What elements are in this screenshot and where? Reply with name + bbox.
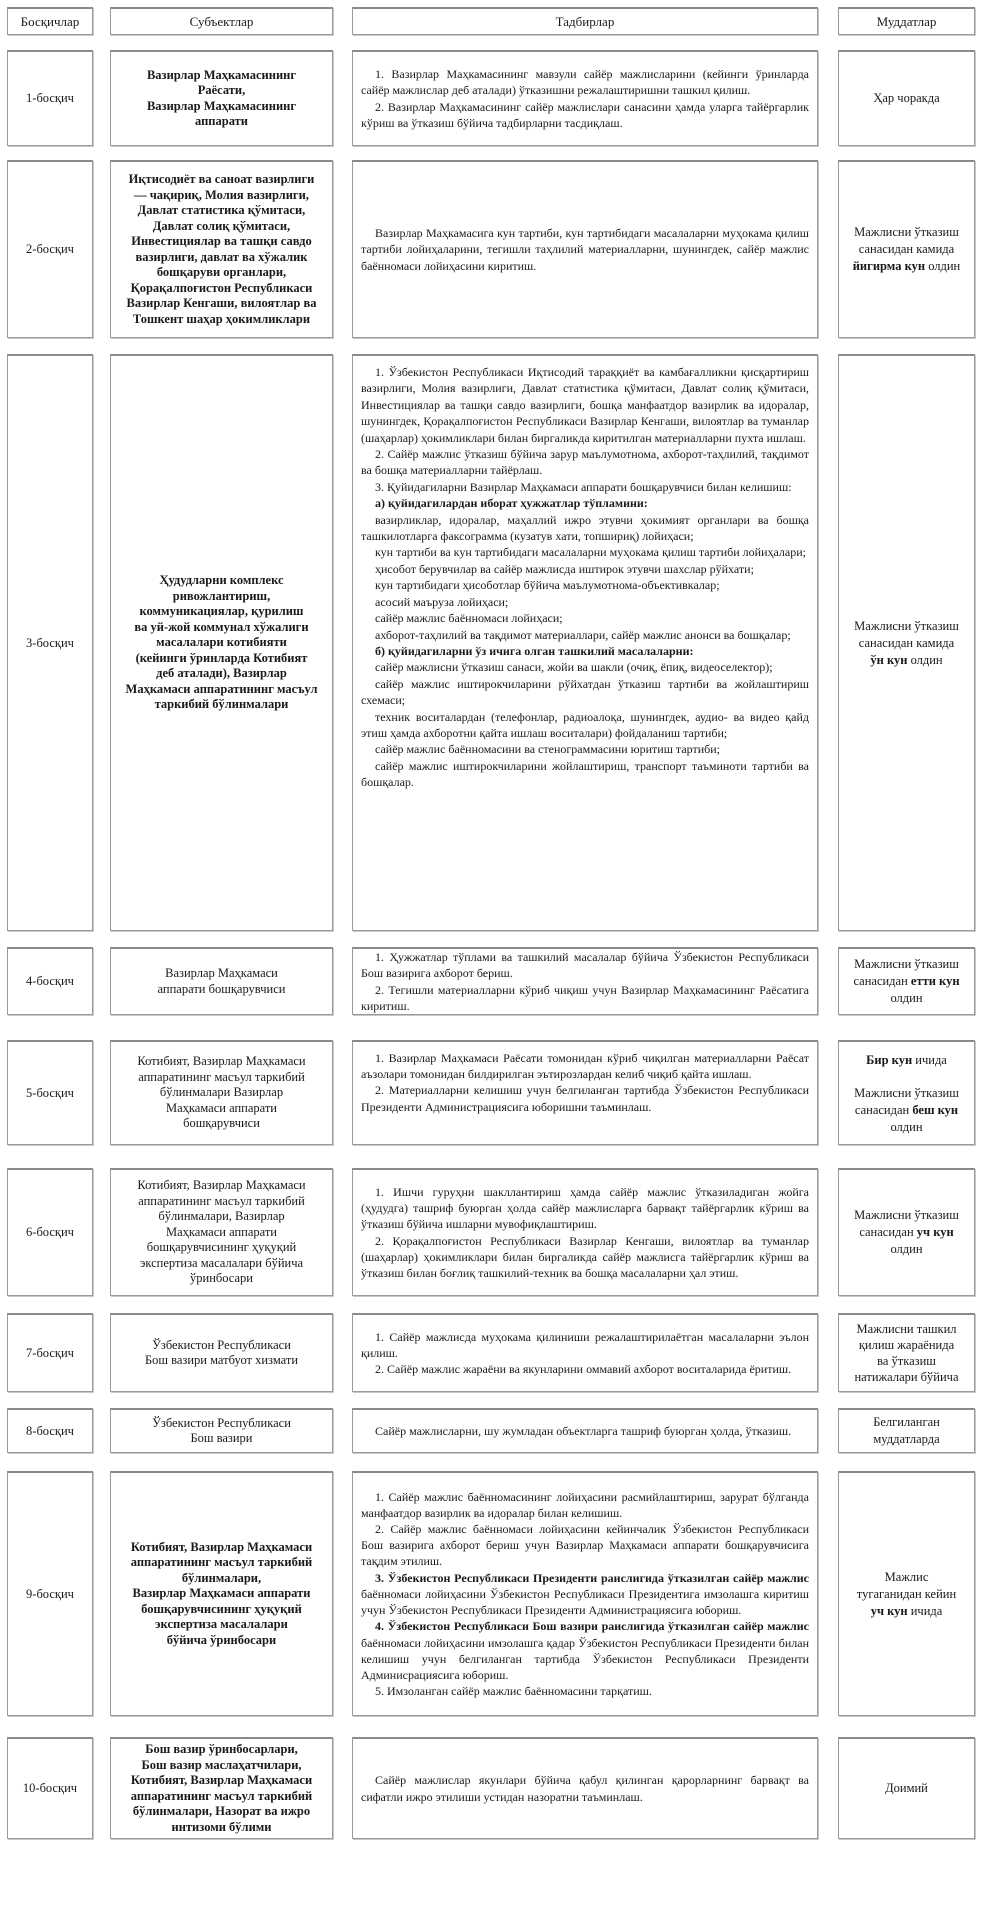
actions-cell bbox=[352, 160, 818, 338]
subject-line: Вазирлар Маҳкамасининг bbox=[146, 98, 297, 113]
action-item: сайёр мажлис иштирокчиларини рўйхатдан ўтказиш тартиби ва жойлаштириш схемаси; bbox=[361, 676, 809, 708]
subject-line: деб аталади), Вазирлар bbox=[156, 666, 287, 681]
deadline-line: санасидан bbox=[854, 1103, 913, 1117]
deadline-line: Мажлис bbox=[884, 1569, 929, 1584]
actions-cell bbox=[352, 1737, 818, 1839]
subjects-cell bbox=[110, 1313, 333, 1392]
subject-line: Ҳудудларни комплекс bbox=[159, 573, 284, 588]
subject-line: Котибият, Вазирлар Маҳкамаси bbox=[130, 1539, 313, 1554]
subject-line: Котибият, Вазирлар Маҳкамаси bbox=[137, 1178, 306, 1193]
subject-line: Вазирлар Маҳкамасининг bbox=[146, 67, 297, 82]
action-item: 2. Сайёр мажлис баённомаси лойиҳасини кейинчалик Ўзбекистон Республикаси Бош вазирига ахборот бериш учун Вазирлар Маҳкамаси аппарати бошқарувчисига тақдим этилиш. bbox=[361, 1522, 809, 1569]
deadline-cell bbox=[838, 1408, 975, 1453]
stage-cell bbox=[7, 947, 93, 1015]
header-subjects bbox=[110, 7, 333, 35]
action-item: кун тартиби ва кун тартибидаги масалаларни муҳокама қилиш тартиби лойиҳалари; bbox=[375, 545, 806, 560]
action-item: сайёр мажлисни ўтказиш санаси, жойи ва шакли (очиқ, ёпиқ, видеоселектор); bbox=[375, 660, 773, 675]
subject-line: Вазирлар Кенгаши, вилоятлар ва bbox=[126, 296, 317, 310]
stage-cell bbox=[7, 1313, 93, 1392]
stage-label: 10-босқич bbox=[22, 1781, 78, 1795]
action-item bbox=[361, 1618, 809, 1683]
action-item: 3. Қуйидагиларни Вазирлар Маҳкамаси аппарати бошқарувчиси билан келишиш: bbox=[375, 479, 792, 494]
deadline-cell bbox=[838, 160, 975, 338]
deadline-cell bbox=[838, 50, 975, 146]
deadline-line: қилиш жараёнида bbox=[858, 1338, 955, 1352]
stage-label: 1-босқич bbox=[26, 91, 74, 105]
action-item: 1. Вазирлар Маҳкамасининг мавзули сайёр мажлисларини (кейинги ўринларда сайёр мажлислар деб аталади) ўтказишни режалаштиришни ташкил қилиш. bbox=[361, 67, 809, 98]
actions-cell bbox=[352, 1408, 818, 1453]
subject-line: ўринбосари bbox=[190, 1271, 253, 1286]
stage-label: 8-босқич bbox=[26, 1423, 74, 1438]
subject-line: бошқарувчисининг ҳуқуқий bbox=[146, 1240, 297, 1255]
subject-line: экспертиза масалалари bbox=[155, 1617, 288, 1632]
action-item: Вазирлар Маҳкамасига кун тартиби, кун тартибидаги масалаларни муҳокама қилиш тартиби лойиҳаларини, тегишли таҳлилий материалларни, шунингдек, сайёр мажлис баённомаси лойиҳасини киритиш. bbox=[361, 226, 809, 273]
action-item: Сайёр мажлислар якунлари бўйича қабул қилинган қарорларнинг барвақт ва сифатли ижро этилиши устидан назоратни таъминлаш. bbox=[361, 1773, 809, 1804]
subject-line: вазирлиги, давлат ва хўжалик bbox=[135, 249, 308, 264]
action-item bbox=[361, 1570, 809, 1619]
deadline-line: натижалари бўйича bbox=[854, 1370, 959, 1384]
stage-cell bbox=[7, 1408, 93, 1453]
subject-line: Давлат солиқ қўмитаси, bbox=[152, 218, 291, 233]
deadline-line: олдин bbox=[890, 991, 923, 1005]
subject-line: аппаратининг масъул таркибий bbox=[138, 1193, 305, 1208]
action-item: 2. Материалларни келишиш учун белгиланган тартибда Ўзбекистон Республикаси Президенти Администрациясига юборишни таъминлаш. bbox=[361, 1083, 809, 1114]
subject-line: аппаратининг масъул таркибий bbox=[138, 1069, 305, 1084]
subjects-cell bbox=[110, 160, 333, 338]
deadline-cell bbox=[838, 1168, 975, 1296]
deadline-emphasis: ўн кун bbox=[870, 652, 908, 667]
action-subheading: а) қуйидагилардан иборат ҳужжатлар тўпламини: bbox=[375, 496, 648, 511]
action-item: кун тартибидаги ҳисоботлар бўйича маълумотнома-объективкалар; bbox=[375, 578, 720, 593]
deadline-line: Мажлисни ўтказиш bbox=[854, 957, 959, 971]
subject-line: бўлинмалари, Назорат ва ижро bbox=[132, 1804, 311, 1818]
action-subheading: б) қуйидагиларни ўз ичига олган ташкилий масалаларни: bbox=[375, 643, 694, 658]
action-item: асосий маъруза лойиҳаси; bbox=[375, 594, 509, 609]
action-item: 1. Ишчи гуруҳни шакллантириш ҳамда сайёр мажлис ўтказиладиган жойга (ҳудудга) ташриф буюрган ҳолда сайёр мажлисларга барвақт тайёргарлик кўриш ва ўтказиш бўйича ишларни мувофиқлаштириш. bbox=[361, 1184, 809, 1232]
subjects-cell bbox=[110, 947, 333, 1015]
stage-cell bbox=[7, 160, 93, 338]
deadline-text: Ҳар чоракда bbox=[873, 91, 940, 105]
header-deadlines-label: Муддатлар bbox=[876, 13, 937, 29]
deadline-line: олдин bbox=[925, 259, 961, 273]
stage-cell bbox=[7, 354, 93, 931]
deadline-cell bbox=[838, 1040, 975, 1145]
subject-line: ва уй-жой коммунал хўжалиги bbox=[134, 619, 309, 634]
action-item: 2. Сайёр мажлис жараёни ва якунларини оммавий ахборот воситаларида ёритиш. bbox=[375, 1362, 792, 1377]
subject-line: (кейинги ўринларда Котибият bbox=[135, 650, 308, 665]
deadline-line: Мажлисни ўтказиш bbox=[854, 1086, 959, 1100]
subjects-cell bbox=[110, 1737, 333, 1839]
subject-line: Инвестициялар ва ташқи савдо bbox=[131, 234, 312, 248]
subject-line: Раёсати, bbox=[197, 83, 246, 97]
stage-cell bbox=[7, 1737, 93, 1839]
action-item: сайёр мажлис баённомаси лойиҳаси; bbox=[375, 611, 563, 626]
action-item: 1. Ўзбекистон Республикаси Иқтисодий тараққиёт ва камбағалликни қисқартириш вазирлиги, Молия вазирлиги, Давлат статистика қўмитаси, Давлат солиқ қўмитаси, Инвестициялар ва ташқи савдо вазирлиги, бошқа манфаатдор вазирлик ва идоралар, шунингдек, Қорақалпоғистон Республикаси Вазирлар Кенгаши, вилоятлар ва туманлар (шаҳарлар) ҳокимликлари билан биргаликда киритилган материалларни пухта ишлаш. bbox=[361, 365, 809, 445]
subject-line: Ўзбекистон Республикаси bbox=[152, 1415, 291, 1430]
actions-cell bbox=[352, 354, 818, 931]
subject-line: Маҳкамаси аппарати bbox=[165, 1224, 278, 1239]
actions-cell bbox=[352, 50, 818, 146]
action-item: 2. Вазирлар Маҳкамасининг сайёр мажлислари санасини ҳамда уларга тайёргарлик кўриш ва ўтказиш бўйича тадбирларни тасдиқлаш. bbox=[361, 99, 809, 130]
deadline-emphasis: Бир кун bbox=[866, 1053, 913, 1067]
subject-line: таркибий бўлинмалари bbox=[154, 697, 289, 712]
subject-line: бўлинмалари Вазирлар bbox=[159, 1085, 284, 1100]
stage-label: 3-босқич bbox=[26, 635, 74, 650]
subject-line: Котибият, Вазирлар Маҳкамаси bbox=[130, 1773, 313, 1787]
subject-line: Бош вазир ўринбосарлари, bbox=[145, 1742, 298, 1756]
subject-line: бошқаруви органлари, bbox=[156, 265, 287, 279]
actions-cell bbox=[352, 947, 818, 1015]
subject-line: Маҳкамаси аппарати bbox=[165, 1100, 278, 1115]
action-item: сайёр мажлис баённомасини ва стенограммасини юритиш тартиби; bbox=[375, 742, 721, 757]
subjects-cell bbox=[110, 1168, 333, 1296]
subject-line: бошқарувчисининг ҳуқуқий bbox=[141, 1601, 302, 1616]
action-item: 5. Имзоланган сайёр мажлис баённомасини тарқатиш. bbox=[375, 1684, 652, 1699]
action-item: 1. Вазирлар Маҳкамаси Раёсати томонидан кўриб чиқилган материалларни Раёсат аъзолари томонидан билдирилган эътирозлардан келиб чиқиб қайта ишлаш. bbox=[361, 1051, 809, 1082]
header-stage-label: Босқичлар bbox=[20, 13, 80, 29]
stage-cell bbox=[7, 1040, 93, 1145]
action-item: 2. Тегишли материалларни кўриб чиқиш учун Вазирлар Маҳкамасининг Раёсатига киритиш. bbox=[361, 982, 809, 1013]
subject-line: ривожлантириш, bbox=[172, 588, 271, 603]
action-item: ахборот-таҳлилий ва тақдимот материаллари, сайёр мажлис анонси ва бошқалар; bbox=[375, 627, 791, 642]
action-item: 1. Ҳужжатлар тўплами ва ташкилий масалалар бўйича Ўзбекистон Республикаси Бош вазирига ахборот бериш. bbox=[361, 950, 809, 981]
deadline-line: Мажлисни ўтказиш bbox=[854, 1208, 959, 1222]
deadline-emphasis: уч кун bbox=[916, 1225, 954, 1239]
deadline-line: олдин bbox=[890, 1242, 923, 1256]
subject-line: Тошкент шаҳар ҳокимликлари bbox=[132, 311, 311, 326]
subject-line: Маҳкамаси аппаратининг масъул bbox=[125, 681, 318, 696]
subject-line: коммуникациялар, қурилиш bbox=[139, 604, 304, 619]
action-item: сайёр мажлис иштирокчиларини жойлаштириш, транспорт таъминоти тартиби ва бошқалар. bbox=[361, 758, 809, 790]
subject-line: экспертиза масалалари бўйича bbox=[139, 1255, 304, 1270]
subjects-cell bbox=[110, 1471, 333, 1716]
header-actions-label: Тадбирлар bbox=[555, 13, 615, 29]
subject-line: бўлинмалари, bbox=[181, 1570, 262, 1585]
action-emphasis: 3. Ўзбекистон Республикаси Президенти раислигида ўтказилган сайёр мажлис bbox=[375, 1570, 809, 1585]
actions-cell bbox=[352, 1168, 818, 1296]
action-text: баённомаси лойиҳасини Ўзбекистон Республикаси Президентига имзолашга киритиш учун Ўзбекистон Республикаси Президенти Администрациясига юбориш. bbox=[361, 1586, 809, 1618]
header-deadlines bbox=[838, 7, 975, 35]
deadline-line: олдин bbox=[890, 1120, 923, 1134]
deadline-cell bbox=[838, 354, 975, 931]
deadline-line: Мажлисни ўтказиш bbox=[854, 225, 959, 239]
deadline-line: Мажлисни ташкил bbox=[856, 1322, 957, 1336]
subjects-cell bbox=[110, 354, 333, 931]
stage-label: 5-босқич bbox=[26, 1085, 74, 1100]
action-item: ҳисобот берувчилар ва сайёр мажлисда иштирок этувчи шахслар рўйхати; bbox=[375, 561, 754, 576]
deadline-cell bbox=[838, 947, 975, 1015]
subjects-cell bbox=[110, 50, 333, 146]
deadline-line: санасидан bbox=[859, 1225, 917, 1239]
action-emphasis: 4. Ўзбекистон Республикаси Бош вазири раислигида ўтказилган сайёр мажлис bbox=[375, 1619, 809, 1634]
deadline-line: санасидан камида bbox=[858, 635, 955, 650]
deadline-cell bbox=[838, 1737, 975, 1839]
action-text: баённомаси лойиҳасини имзолашга қадар Ўзбекистон Республикаси Президенти билан келишиш учун белгиланган тартибда Ўзбекистон Республикаси Президенти Админисрациясига юбориш. bbox=[361, 1635, 809, 1682]
subject-line: Ўзбекистон Республикаси bbox=[152, 1337, 291, 1352]
subject-line: аппаратининг масъул таркибий bbox=[130, 1788, 313, 1803]
stage-label: 2-босқич bbox=[26, 242, 74, 256]
deadline-cell bbox=[838, 1471, 975, 1716]
deadline-line: санасидан bbox=[853, 974, 911, 988]
subject-line: Бош вазири матбуот хизмати bbox=[144, 1353, 299, 1367]
action-item: 1. Сайёр мажлис баённомасининг лойиҳасини расмийлаштириш, зарурат бўлганда манфаатдор вазирлик ва идоралар билан келишиш. bbox=[361, 1489, 809, 1520]
subject-line: Котибият, Вазирлар Маҳкамаси bbox=[137, 1054, 306, 1069]
subject-line: Вазирлар Маҳкамаси аппарати bbox=[132, 1586, 311, 1601]
deadline-emphasis: етти кун bbox=[910, 974, 960, 988]
deadline-cell bbox=[838, 1313, 975, 1392]
action-item: техник воситалардан (телефонлар, радиоалоқа, шунингдек, аудио- ва видео қайд этиш ҳамда ахборотни қайта ишлаш воситалари) фойдаланиш тартиби; bbox=[361, 709, 809, 740]
subjects-cell bbox=[110, 1040, 333, 1145]
deadline-line: санасидан камида bbox=[858, 242, 955, 256]
deadline-line: ва ўтказиш bbox=[877, 1354, 936, 1368]
action-item: вазирликлар, идоралар, маҳаллий ижро этувчи ҳокимият органлари ва бошқа ташкилотларга факсограмма (кузатув хати, топшириқ) лойиҳаси; bbox=[361, 512, 809, 544]
actions-cell bbox=[352, 1313, 818, 1392]
subjects-cell bbox=[110, 1408, 333, 1453]
subject-line: Давлат статистика қўмитаси, bbox=[137, 203, 306, 217]
action-item: 1. Сайёр мажлисда муҳокама қилиниши режалаштирилаётган масалаларни эълон қилиш. bbox=[361, 1329, 809, 1360]
deadline-line: муддатларда bbox=[873, 1432, 940, 1446]
action-item: Сайёр мажлисларни, шу жумладан объектларга ташриф буюрган ҳолда, ўтказиш. bbox=[375, 1423, 792, 1438]
actions-cell bbox=[352, 1471, 818, 1716]
header-subjects-label: Субъектлар bbox=[189, 13, 254, 29]
subject-line: Қорақалпоғистон Республикаси bbox=[130, 280, 313, 295]
subject-line: Вазирлар Маҳкамаси bbox=[165, 966, 278, 980]
stage-label: 4-босқич bbox=[26, 974, 74, 988]
deadline-emphasis: йигирма кун bbox=[852, 259, 926, 273]
deadline-text: Доимий bbox=[885, 1781, 928, 1795]
subject-line: бўлинмалари, Вазирлар bbox=[158, 1209, 285, 1224]
deadline-line: Белгиланган bbox=[873, 1415, 940, 1429]
deadline-line: ичида bbox=[912, 1053, 947, 1067]
subject-line: Иқтисодиёт ва саноат вазирлиги bbox=[128, 172, 315, 186]
subject-line: Бош вазири bbox=[190, 1431, 253, 1445]
action-item: 2. Қорақалпоғистон Республикаси Вазирлар Кенгаши, вилоятлар ва туманлар (шаҳарлар) ҳокимликлари билан биргаликда сайёр мажлисга тайёргарлик кўриш ва ўтказиш билан боғлиқ ташкилий-техник ва бошқа масалаларни ҳал этиш. bbox=[361, 1233, 809, 1280]
stage-label: 7-босқич bbox=[26, 1345, 74, 1360]
subject-line: аппаратининг масъул таркибий bbox=[130, 1555, 313, 1570]
subject-line: масалалари котибияти bbox=[156, 635, 287, 650]
subject-line: аппарати bbox=[195, 114, 248, 128]
stage-label: 6-босқич bbox=[26, 1225, 74, 1239]
deadline-emphasis: уч кун bbox=[870, 1603, 908, 1618]
deadline-line: олдин bbox=[907, 652, 943, 667]
stage-label: 9-босқич bbox=[26, 1586, 74, 1601]
subject-line: аппарати бошқарувчиси bbox=[157, 981, 286, 996]
actions-cell bbox=[352, 1040, 818, 1145]
header-stage bbox=[7, 7, 93, 35]
stage-cell bbox=[7, 50, 93, 146]
stage-cell bbox=[7, 1168, 93, 1296]
header-actions bbox=[352, 7, 818, 35]
deadline-line: тугаганидан кейин bbox=[856, 1586, 957, 1601]
stage-cell bbox=[7, 1471, 93, 1716]
subject-line: — чақириқ, Молия вазирлиги, bbox=[134, 187, 309, 202]
subject-line: Бош вазир маслаҳатчилари, bbox=[141, 1757, 302, 1772]
subject-line: бўйича ўринбосари bbox=[166, 1632, 277, 1647]
deadline-line: ичида bbox=[907, 1603, 943, 1618]
action-item: 2. Сайёр мажлис ўтказиш бўйича зарур маълумотнома, ахборот-таҳлилий, тақдимот ва бошқа материалларни тайёрлаш. bbox=[361, 447, 809, 478]
deadline-emphasis: беш кун bbox=[912, 1103, 959, 1117]
subject-line: бошқарувчиси bbox=[183, 1116, 260, 1131]
subject-line: интизоми бўлими bbox=[171, 1819, 272, 1834]
deadline-line: Мажлисни ўтказиш bbox=[854, 618, 959, 633]
